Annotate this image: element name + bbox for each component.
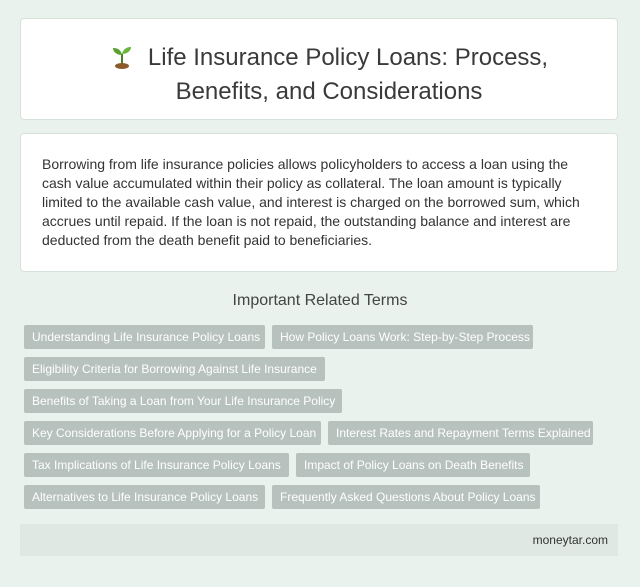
related-term-tag[interactable]: Eligibility Criteria for Borrowing Against Life Insurance [24,357,325,381]
description-text: Borrowing from life insurance policies allows policyholders to access a loan using the cash value accumulated within their policy as collateral. The loan amount is typically limited to the available cash value, and interest is charged on the borrowed sum, which accrues until repaid. If the loan is not repaid, the outstanding balance and interest are deducted from the death benefit paid to beneficiaries. [42,156,580,248]
related-term-tag[interactable]: Tax Implications of Life Insurance Policy Loans [24,453,289,477]
footer-bar [20,524,618,556]
sprout-icon [110,43,134,77]
related-term-tag[interactable]: Understanding Life Insurance Policy Loans [24,325,265,349]
related-term-tag[interactable]: Alternatives to Life Insurance Policy Loans [24,485,265,509]
related-term-tag[interactable]: How Policy Loans Work: Step-by-Step Process [272,325,533,349]
related-term-tag[interactable]: Frequently Asked Questions About Policy Loans [272,485,540,509]
related-term-tag[interactable]: Interest Rates and Repayment Terms Explained [328,421,593,445]
title-card [20,18,618,120]
footer-site-link[interactable]: moneytar.com [532,533,608,547]
description-card [20,133,618,272]
related-term-tag[interactable]: Key Considerations Before Applying for a Policy Loan [24,421,321,445]
related-term-tag[interactable]: Benefits of Taking a Loan from Your Life Insurance Policy [24,389,342,413]
page-title-text: Life Insurance Policy Loans: Process, Benefits, and Considerations [147,44,549,105]
page-title [61,43,597,107]
related-term-tag[interactable]: Impact of Policy Loans on Death Benefits [296,453,530,477]
related-terms-heading: Important Related Terms [232,292,408,309]
